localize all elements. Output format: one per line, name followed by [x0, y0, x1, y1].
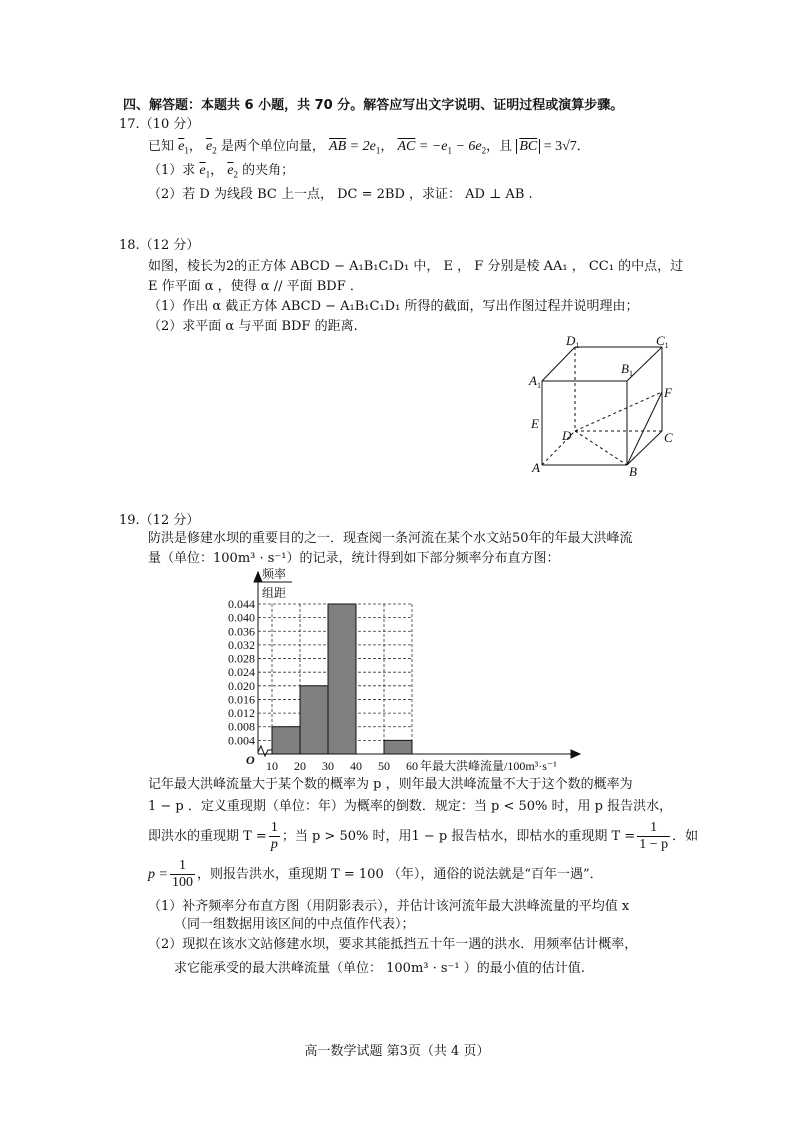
x-axis-arrow — [571, 750, 580, 758]
q17-part2: （2）若 D 为线段 BC 上一点， DC = 2BD ，求证： AD ⊥ AB . — [148, 187, 533, 202]
q19-text1: 记年最大洪峰流量大于某个数的概率为 p ，则年最大洪峰流量不大于这个数的概率为 — [148, 777, 633, 792]
x-tick-label-5: 60 — [406, 759, 418, 773]
q19-number: 19.（12 分） — [119, 513, 200, 528]
vec-e2: $\overline{e}$ — [206, 139, 213, 154]
y-tick-label-3: 0.016 — [228, 692, 255, 707]
fraction-1-over-1-minus-p — [637, 820, 670, 853]
q17-stem-1: 已知 — [148, 139, 175, 154]
q17-sep: ， — [188, 139, 202, 154]
q19-text4 — [148, 856, 603, 894]
edge-a1d1 — [542, 347, 575, 381]
vec-ab-val: = 2e — [346, 139, 376, 154]
vec-bc-val: = 3√7 — [540, 139, 577, 154]
x-tick-label-3: 40 — [350, 759, 362, 773]
y-axis-label-top: 频率 — [262, 567, 287, 581]
frac1-den: p — [270, 837, 278, 852]
q17-part1-sep: ， — [210, 163, 224, 178]
vec-ac: $\overline{AC}$ — [397, 139, 416, 154]
q17-stem-2: 是两个单位向量， — [220, 139, 325, 154]
vec-e2-sub: 2 — [212, 145, 217, 156]
q17-end: ． — [576, 139, 590, 154]
q17-part1-a: （1）求 — [148, 163, 196, 178]
x-axis-label: 年最大洪峰流量/100m³·s⁻¹ — [420, 759, 557, 773]
q19-line1: 防洪是修建水坝的重要目的之一．现查阅一条河流在某个水文站50年的年最大洪峰流 — [148, 531, 633, 546]
q17-comma: ， — [380, 139, 394, 154]
frac3-num: 1 — [170, 858, 195, 875]
q17-stem-3: ，且 — [486, 139, 513, 154]
cube-figure — [520, 330, 690, 480]
q19-text3b: ；当 p > 50% 时，用1 − p 报告枯水，即枯水的重现期 T = — [281, 829, 636, 844]
x-tick-label-2: 30 — [322, 759, 334, 773]
y-axis-arrow — [254, 572, 262, 582]
q19-part1a: （1）补齐频率分布直方图（用阴影表示），并估计该河流年最大洪峰流量的平均值 x — [148, 899, 630, 914]
frac2-den: 1 − p — [639, 837, 669, 852]
frac1-num: 1 — [270, 820, 278, 835]
x-tick-label-4: 50 — [378, 759, 390, 773]
y-tick-label-10: 0.044 — [228, 597, 255, 611]
fraction-1-over-p — [269, 820, 280, 853]
label-d1: $D_1$ — [566, 333, 580, 350]
q19-text3 — [148, 818, 698, 856]
label-b: B — [629, 464, 637, 479]
fraction-1-over-100 — [170, 858, 195, 891]
q19-text4a: p = — [148, 867, 168, 882]
y-tick-label-5: 0.024 — [228, 665, 255, 680]
edge-bc — [627, 431, 662, 465]
y-tick-label-7: 0.032 — [228, 637, 255, 652]
q19-text3a: 即洪水的重现期 T = — [148, 829, 267, 844]
section-heading: 四、解答题：本题共 6 小题，共 70 分。解答应写出文字说明、证明过程或演算步骤。 — [123, 98, 624, 113]
y-tick-label-8: 0.036 — [228, 624, 255, 639]
y-tick-label-6: 0.028 — [228, 651, 255, 666]
label-c: C — [664, 430, 673, 445]
vec-e1-b: $\overline{e}$ — [199, 163, 206, 178]
label-c1: $C_1$ — [656, 333, 669, 350]
q18-part2: （2）求平面 α 与平面 BDF 的距离. — [148, 319, 358, 334]
q19-text4b: ，则报告洪水，重现期 T = 100 （年），通俗的说法就是“百年一遇”． — [196, 867, 603, 882]
q17-part1 — [148, 162, 294, 184]
y-tick-label-0: 0.004 — [228, 733, 255, 748]
vec-ab: $\overline{AB}$ — [329, 139, 347, 154]
histogram-chart — [200, 560, 600, 775]
y-axis-label-bottom: 组距 — [262, 586, 287, 600]
vec-e2-b-sub: 2 — [233, 169, 239, 180]
label-a1: $A_1$ — [529, 373, 541, 390]
label-e: E — [531, 416, 539, 431]
q19-line2: 量（单位：100m³ · s⁻¹）的记录，统计得到如下部分频率分布直方图： — [148, 551, 560, 566]
edge-db — [575, 431, 627, 465]
edge-bf — [627, 392, 662, 465]
q19-part2a: （2）现拟在该水文站修建水坝，要求其能抵挡五十年一遇的洪水．用频率估计概率， — [148, 937, 638, 952]
vec-ac-val2: − 6e — [451, 139, 482, 154]
q19-text2: 1 − p ．定义重现期（单位：年）为概率的倒数．规定：当 p < 50% 时，用 p 报告洪水， — [148, 799, 673, 814]
label-f: F — [664, 385, 672, 400]
q18-part1: （1）作出 α 截正方体 ABCD − A₁B₁C₁D₁ 所得的截面，写出作图过程并说明理由； — [148, 299, 639, 314]
label-a: A — [532, 460, 540, 475]
frac3-den: 100 — [171, 875, 193, 890]
vec-bc: $\overline{BC}$ — [519, 139, 538, 154]
y-tick-label-1: 0.008 — [228, 719, 255, 734]
q17-part1-b: 的夹角； — [242, 163, 295, 178]
q18-number: 18.（12 分） — [119, 238, 200, 253]
vec-e1-sub: 1 — [184, 145, 189, 156]
vec-e1: $\overline{e}$ — [178, 139, 185, 154]
vec-e1-b-sub: 1 — [205, 169, 211, 180]
histogram-bar-2 — [328, 604, 356, 754]
frac2-num: 1 — [637, 820, 670, 837]
label-b1: $B_1$ — [621, 361, 633, 378]
histogram-bar-1 — [300, 686, 328, 754]
vec-e2-b: $\overline{e}$ — [227, 163, 234, 178]
y-tick-label-4: 0.020 — [228, 678, 255, 693]
q18-line2: E 作平面 α ，使得 α // 平面 BDF ． — [148, 279, 363, 294]
histogram-bar-0 — [272, 727, 300, 754]
q19-text3c: ．如 — [672, 829, 699, 844]
histogram-bar-4 — [384, 740, 412, 754]
q17-number: 17.（10 分） — [119, 117, 200, 132]
q19-part2b: 求它能承受的最大洪峰流量（单位： 100m³ · s⁻¹ ）的最小值的估计值. — [174, 961, 585, 976]
y-tick-label-2: 0.012 — [228, 706, 255, 721]
x-tick-label-1: 20 — [294, 759, 306, 773]
edge-df — [575, 392, 662, 431]
vec-ac-val: = −e — [415, 139, 448, 154]
label-d: D — [562, 428, 572, 443]
x-tick-label-0: 10 — [266, 759, 278, 773]
q18-line1: 如图，棱长为2的正方体 ABCD − A₁B₁C₁D₁ 中， E ， F 分别是棱 AA₁ ， CC₁ 的中点，过 — [148, 259, 684, 274]
q17-stem: 已知 $\overline{e}_1$， $\overline{e}_2$ 是两个单位向量， $\overline{AB} = 2e_1$， $\overline{AC} = -e_1 - 6e_2$，且 $\overline{BC} = 3√7$． — [148, 139, 590, 156]
origin-label: O — [246, 753, 255, 767]
page-footer: 高一数学试题 第3页（共 4 页） — [304, 1044, 490, 1059]
y-tick-label-9: 0.040 — [228, 610, 255, 625]
q19-part1b: （同一组数据用该区间的中点值作代表）； — [174, 917, 415, 932]
